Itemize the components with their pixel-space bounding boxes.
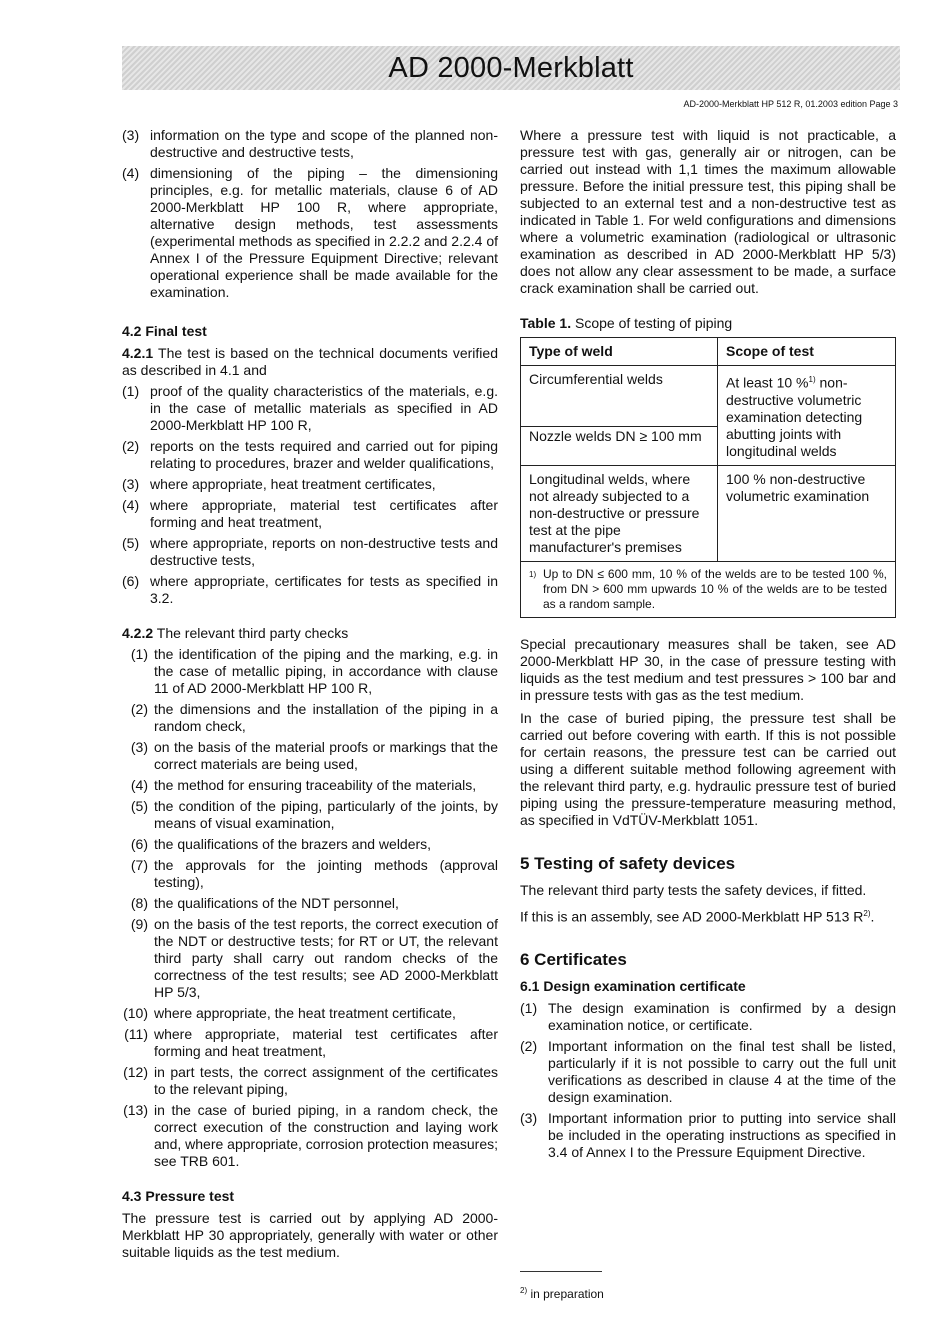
item-number: (7) xyxy=(130,857,148,873)
item-text: the qualifications of the brazers and welders, xyxy=(154,836,432,852)
paragraph-4-2-1 xyxy=(122,345,498,379)
item-number: (5) xyxy=(130,798,148,814)
paragraph-safety-devices: The relevant third party tests the safety devices, if fitted. xyxy=(520,881,867,898)
paragraph-4-2-2 xyxy=(122,625,498,642)
item-number: (6) xyxy=(122,573,140,589)
left-column xyxy=(122,127,498,1265)
table-label: Table 1. xyxy=(520,315,572,331)
item-text: information on the type and scope of the planned non-destructive and destructive tests, xyxy=(150,127,498,160)
footnote-marker: 2) xyxy=(520,1286,528,1295)
section-heading-6-1: 6.1 Design examination certificate xyxy=(520,978,746,995)
list-item xyxy=(122,573,498,607)
right-column xyxy=(520,127,896,1165)
page-reference: AD-2000-Merkblatt HP 512 R, 01.2003 edition Page 3 xyxy=(683,99,898,109)
table-row xyxy=(521,366,896,427)
list-item xyxy=(122,383,498,434)
paragraph-text: If this is an assembly, see AD 2000-Merkblatt HP 513 R xyxy=(520,908,864,925)
list-item xyxy=(122,497,498,531)
list-item xyxy=(520,1000,896,1034)
list-item xyxy=(122,1026,498,1060)
list-item xyxy=(122,165,498,301)
page-footnote xyxy=(520,1286,604,1301)
item-text: Important information on the final test shall be listed, particularly if it is not possible to carry out the full unit verifications as described in clause 4 at the time of the design examination. xyxy=(548,1038,896,1106)
item-number: (4) xyxy=(122,165,140,181)
table-cell: 100 % non-destructive volumetric examination xyxy=(718,465,896,561)
item-number: (8) xyxy=(130,895,148,911)
item-text: in part tests, the correct assignment of the certificates to the relevant piping, xyxy=(154,1064,498,1097)
item-number: (5) xyxy=(122,535,140,551)
item-number: (3) xyxy=(122,476,140,492)
item-text: the condition of the piping, particularly of the joints, by means of visual examination, xyxy=(154,798,498,831)
item-text: on the basis of the material proofs or markings that the correct materials are being used, xyxy=(154,739,498,772)
paragraph-text: . xyxy=(870,908,875,925)
item-text: where appropriate, certificates for tests as specified in 3.2. xyxy=(150,573,498,606)
list-item xyxy=(122,1102,498,1170)
clause-number: 4.2.2 xyxy=(122,625,154,641)
list-item xyxy=(122,127,498,161)
item-text: The design examination is confirmed by a design examination notice, or certificate. xyxy=(548,1000,896,1034)
paragraph-buried-piping: In the case of buried piping, the pressure test shall be carried out before covering with earth. If this is not possible for certain reasons, the pressure test can be carried out using a different suitable method following agreement with the relevant third party, e.g. hydraulic pressure test of buried piping using the pressure-temperature measuring method, as specified in VdTÜV-Merkblatt 1051. xyxy=(520,709,896,828)
table-title: Scope of testing of piping xyxy=(571,315,733,331)
table-cell: Longitudinal welds, where not already subjected to a non-destructive or pressure test at the pipe manufacturer's premises xyxy=(521,465,718,561)
clause-text: The test is based on the technical documents verified as described in 4.1 and xyxy=(122,345,498,378)
table-cell xyxy=(718,366,896,466)
paragraph-gas-test: Where a pressure test with liquid is not practicable, a pressure test with gas, generally air or nitrogen, can be carried out instead with 1,1 times the maximum allowable pressure. Before the initial pressure test, this piping shall be subjected to an external test and a non-destructive test as indicated in Table 1. For weld configurations and dimensions where a volumetric examination (radiological or ultrasonic examination as described in AD 2000-Merkblatt HP 5/3) does not allow any clear assessment to be made, a surface crack examination shall be carried out. xyxy=(520,127,896,296)
cell-text: At least 10 % xyxy=(726,374,809,391)
paragraph-precautions: Special precautionary measures shall be taken, see AD 2000-Merkblatt HP 30, in the case of pressure testing with liquids as the test medium and test pressures > 100 bar and in pressure tests with gas as the test medium. xyxy=(520,635,896,703)
item-number: (4) xyxy=(130,777,148,793)
item-number: (11) xyxy=(124,1026,148,1042)
item-number: (6) xyxy=(130,836,148,852)
table-cell: Nozzle welds DN ≥ 100 mm xyxy=(521,427,718,466)
item-text: the approvals for the jointing methods (approval testing), xyxy=(154,857,498,890)
item-text: the method for ensuring traceability of the materials, xyxy=(154,777,477,793)
item-number: (3) xyxy=(122,127,140,143)
item-text: proof of the quality characteristics of the materials, e.g. in the case of metallic materials as specified in AD 2000-Merkblatt HP 100 R, xyxy=(150,383,498,433)
item-text: the qualifications of the NDT personnel, xyxy=(154,895,399,911)
cell-text: longitudinal welds xyxy=(726,442,837,459)
list-item xyxy=(122,916,498,1001)
list-item xyxy=(122,535,498,569)
list-item xyxy=(122,476,498,493)
footnote-divider xyxy=(520,1271,602,1272)
item-number: (9) xyxy=(130,916,148,932)
column-header: Type of weld xyxy=(521,338,718,366)
item-number: (1) xyxy=(130,646,148,662)
list-item xyxy=(520,1110,896,1161)
item-number: (2) xyxy=(130,701,148,717)
section-heading-4-2: 4.2 Final test xyxy=(122,323,207,339)
clause-number: 4.2.1 xyxy=(122,345,154,361)
table-footnote xyxy=(521,561,896,617)
document-title: AD 2000-Merkblatt xyxy=(388,51,634,84)
item-text: where appropriate, reports on non-destructive tests and destructive tests, xyxy=(150,535,498,568)
item-text: where appropriate, material test certificates after forming and heat treatment, xyxy=(150,497,498,530)
list-item xyxy=(122,1064,498,1098)
item-text: Important information prior to putting into service shall be included in the operating instructions as specified in 3.4 of Annex I to the Pressure Equipment Directive. xyxy=(548,1110,896,1161)
section-heading-6: 6 Certificates xyxy=(520,950,627,970)
item-text: where appropriate, heat treatment certificates, xyxy=(150,476,436,492)
paragraph-assembly xyxy=(520,905,896,926)
section-heading-4-3: 4.3 Pressure test xyxy=(122,1188,235,1204)
item-number: (3) xyxy=(520,1110,538,1127)
list-item xyxy=(122,895,498,912)
item-text: reports on the tests required and carried out for piping relating to procedures, brazer and welder qualifications, xyxy=(150,438,498,471)
item-text: in the case of buried piping, in a random check, the correct execution of the construction and laying work and, where appropriate, corrosion protection measures; see TRB 601. xyxy=(154,1102,498,1169)
item-text: the identification of the piping and the marking, e.g. in the case of metallic piping, in accordance with clause 11 of AD 2000-Merkblatt HP 100 R, xyxy=(154,646,498,696)
footnote-text: in preparation xyxy=(527,1287,604,1301)
list-item xyxy=(122,836,498,853)
table-row xyxy=(521,465,896,561)
item-number: (10) xyxy=(123,1005,148,1021)
list-item xyxy=(122,739,498,773)
item-text: where appropriate, the heat treatment certificate, xyxy=(154,1005,456,1021)
header-banner xyxy=(122,46,900,90)
list-item xyxy=(122,438,498,472)
item-number: (12) xyxy=(123,1064,148,1080)
paragraph-4-3: The pressure test is carried out by applying AD 2000-Merkblatt HP 30 appropriately, generally with water or other suitable liquids as the test medium. xyxy=(122,1210,498,1260)
item-text: where appropriate, material test certificates after forming and heat treatment, xyxy=(154,1026,498,1059)
footnote-marker: 1) xyxy=(808,375,816,384)
item-number: (13) xyxy=(123,1102,148,1118)
item-text: on the basis of the test reports, the correct execution of the NDT or destructive tests; for RT or UT, the relevant third party shall carry out random checks of the correctness of the test results; see AD 2000-Merkblatt HP 5/3, xyxy=(154,916,498,1000)
scope-of-testing-table xyxy=(520,337,896,618)
table-header-row xyxy=(521,338,896,366)
table-cell: Circumferential welds xyxy=(521,366,718,427)
item-text: the dimensions and the installation of the piping in a random check, xyxy=(154,701,498,734)
footnote-marker: 1) xyxy=(529,569,537,579)
list-item xyxy=(122,701,498,735)
list-item xyxy=(122,646,498,697)
cell-text: non-destructive volumetric examination detecting abutting joints with xyxy=(726,374,863,442)
list-item xyxy=(122,798,498,832)
footnote-marker: 2) xyxy=(863,908,871,918)
list-item xyxy=(122,1005,498,1022)
item-text: dimensioning of the piping – the dimensioning principles, e.g. for metallic materials, clause 6 of AD 2000-Merkblatt HP 100 R, where appropriate, alternative design methods, test assessments (experimental methods as specified in 2.2.2 and 2.2.4 of Annex I of the Pressure Equipment Directive; relevant operational experience shall be made available for the examination. xyxy=(150,165,498,300)
item-number: (2) xyxy=(520,1038,538,1055)
item-number: (2) xyxy=(122,438,140,454)
section-heading-5: 5 Testing of safety devices xyxy=(520,853,736,873)
item-number: (1) xyxy=(520,1000,538,1017)
list-item xyxy=(122,777,498,794)
item-number: (4) xyxy=(122,497,140,513)
table-footnote-row xyxy=(521,561,896,617)
column-header: Scope of test xyxy=(718,338,896,366)
table-caption xyxy=(520,315,896,332)
item-number: (1) xyxy=(122,383,140,399)
item-number: (3) xyxy=(130,739,148,755)
list-item xyxy=(520,1038,896,1106)
footnote-text: Up to DN ≤ 600 mm, 10 % of the welds are to be tested 100 %, from DN > 600 mm upwards 10 % of the welds are to be tested as a random sample. xyxy=(543,566,887,611)
list-item xyxy=(122,857,498,891)
clause-text: The relevant third party checks xyxy=(153,625,349,641)
